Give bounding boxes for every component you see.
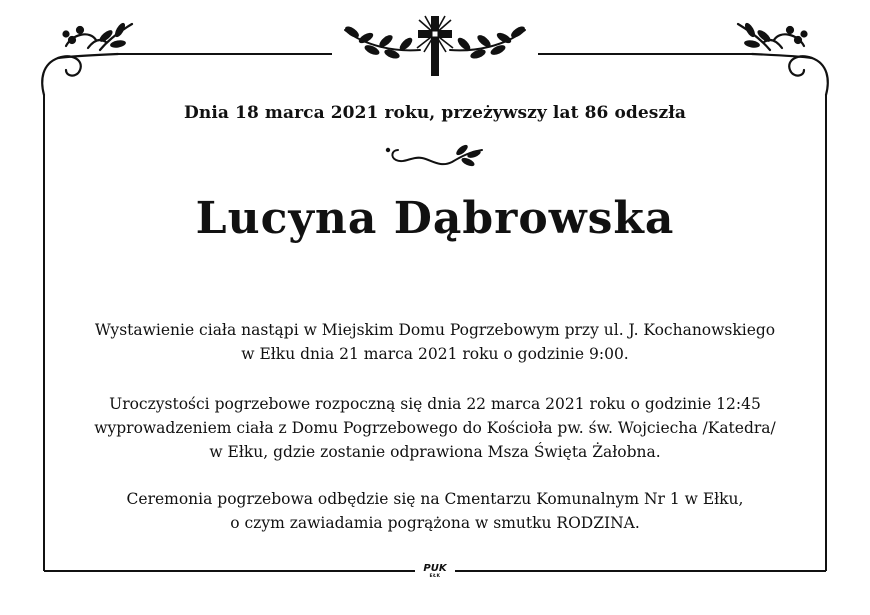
deceased-name: Lucyna Dąbrowska: [195, 193, 675, 244]
paragraph-line: o czym zawiadamia pogrążona w smutku RODZINA.: [230, 514, 640, 532]
paragraph-line: Ceremonia pogrzebowa odbędzie się na Cmentarzu Komunalnym Nr 1 w Ełku,: [126, 490, 744, 508]
logo-main-text: PUK: [423, 563, 447, 574]
puk-logo: [415, 563, 455, 583]
paragraph-line: Wystawienie ciała nastąpi w Miejskim Domu Pogrzebowym przy ul. J. Kochanowskiego: [94, 321, 776, 339]
death-date-headline: Dnia 18 marca 2021 roku, przeżywszy lat 86 odeszła: [184, 103, 686, 123]
laurel-branch-left-icon: [343, 24, 420, 60]
paragraph-funeral-ceremony: [40, 392, 830, 464]
corner-ornament-right-icon: [738, 21, 828, 95]
paragraph-line: w Ełku dnia 21 marca 2021 roku o godzinie 9:00.: [241, 345, 629, 363]
paragraph-viewing: [40, 318, 830, 366]
paragraph-line: w Ełku, gdzie zostanie odprawiona Msza Święta Żałobna.: [209, 443, 661, 461]
corner-ornament-left-icon: [42, 21, 132, 95]
vine-divider-icon: [386, 143, 482, 168]
cross-icon: [417, 16, 453, 76]
logo-sub-text: EŁK: [429, 574, 441, 579]
paragraph-burial: [40, 487, 830, 535]
paragraph-line: Uroczystości pogrzebowe rozpoczną się dnia 22 marca 2021 roku o godzinie 12:45: [109, 395, 761, 413]
paragraph-line: wyprowadzeniem ciała z Domu Pogrzebowego do Kościoła pw. św. Wojciecha /Katedra/: [94, 419, 776, 437]
laurel-branch-right-icon: [450, 24, 527, 60]
